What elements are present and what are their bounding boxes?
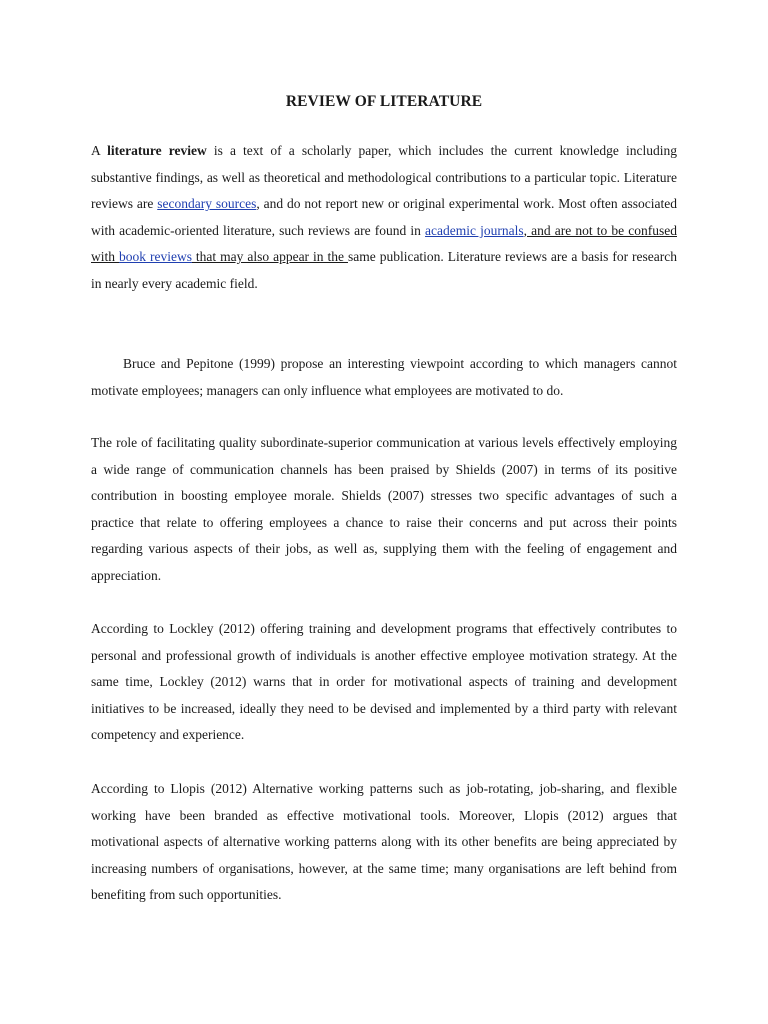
link-book-reviews[interactable]: book reviews — [118, 249, 192, 265]
p1-text-d: , and are not to be confused with — [91, 222, 677, 265]
link-secondary-sources[interactable]: secondary sources — [157, 196, 257, 212]
p1-text-f: same publication. Literature reviews are a basis for research in nearly every academic field. — [91, 249, 678, 291]
bold-term-literature-review: literature review — [107, 143, 207, 158]
paragraph-literature-review-definition — [91, 138, 677, 298]
p1-text-b: is a text of a scholarly paper, which includes the current knowledge including substantive findings, as well as theoretical and methodological contributions to a particular topic. Literature reviews are — [91, 143, 677, 212]
paragraph-shields: The role of facilitating quality subordinate-superior communication at various levels effectively employing a wide range of communication channels has been praised by Shields (2007) in terms of its positive contribution in boosting employee morale. Shields (2007) stresses two specific advantages of such a practice that relate to offering employees a chance to raise their concerns and put across their points regarding various aspects of their jobs, as well as, supplying them with the feeling of engagement and appreciation. — [91, 435, 677, 583]
p1-text-e: that may also appear in the — [191, 249, 348, 265]
link-academic-journals[interactable]: academic journals — [425, 222, 524, 238]
paragraph-bruce-pepitone: Bruce and Pepitone (1999) propose an interesting viewpoint according to which managers cannot motivate employees; managers can only influence what employees are motivated to do. — [91, 356, 677, 398]
p1-text-c: , and do not report new or original experimental work. Most often associated with academic-oriented literature, such reviews are found in — [91, 196, 678, 238]
page-title: REVIEW OF LITERATURE — [285, 93, 483, 110]
paragraph-llopis: According to Llopis (2012) Alternative working patterns such as job-rotating, job-sharing, and flexible working have been branded as effective motivational tools. Moreover, Llopis (2012) argues that motivational aspects of alternative working patterns along with its other benefits are being appreciated by increasing numbers of organisations, however, at the same time; many organisations are left behind from benefiting from such opportunities. — [91, 781, 677, 903]
p1-text-a: A — [91, 143, 108, 158]
paragraph-lockley: According to Lockley (2012) offering training and development programs that effectively contributes to personal and professional growth of individuals is another effective employee motivation strategy. At the same time, Lockley (2012) warns that in order for motivational aspects of training and development initiatives to be increased, ideally they need to be devised and implemented by a third party with relevant competency and experience. — [91, 621, 677, 743]
